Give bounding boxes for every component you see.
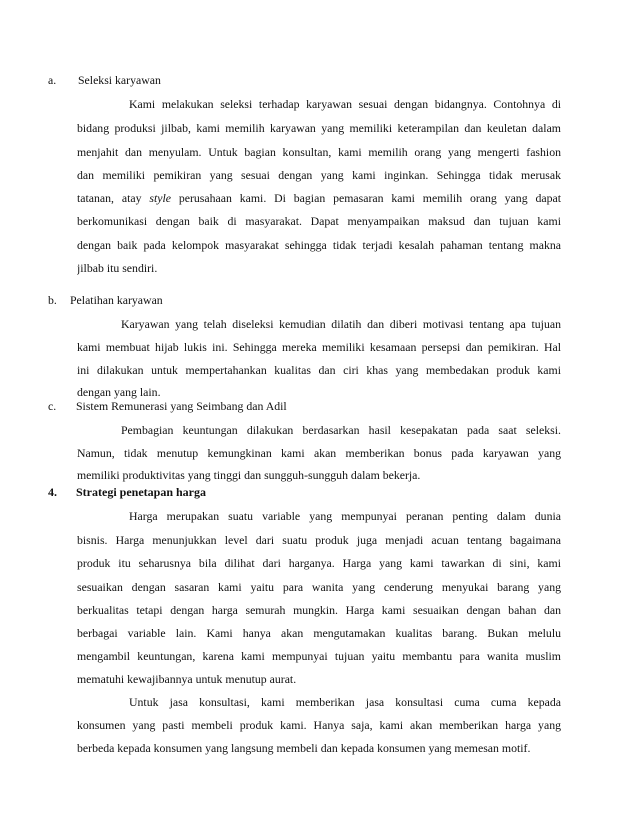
paragraph-line: bidang produksi jilbab, kami memilih karyawan yang memiliki keterampilan dan keuletan dalam <box>77 121 561 135</box>
paragraph-line: kami membuat hijab lukis ini. Sehingga mereka memiliki kesamaan persepsi dan pemikiran. Hal <box>77 340 561 354</box>
paragraph-line: mematuhi kewajibannya untuk menutup aurat. <box>77 672 297 686</box>
list-marker: 4. <box>48 485 57 499</box>
italic-term: style <box>149 191 171 205</box>
paragraph-line: berbagai variable lain. Kami hanya akan mengutamakan kualitas barang. Bukan melulu <box>77 626 561 640</box>
paragraph-line: produk itu seharusnya bila dilihat dari harganya. Harga yang kami tawarkan di sini, kami <box>77 556 561 570</box>
heading-text: Sistem Remunerasi yang Seimbang dan Adil <box>76 399 287 413</box>
paragraph-line: dengan yang lain. <box>77 385 161 399</box>
paragraph-line: Kami melakukan seleksi terhadap karyawan sesuai dengan bidangnya. Contohnya di <box>129 97 561 111</box>
list-marker: a. <box>48 73 57 87</box>
section-heading-c <box>48 396 287 416</box>
section-heading-4 <box>48 482 206 502</box>
section-heading-b <box>48 290 163 310</box>
paragraph-line: Namun, tidak menutup kemungkinan kami akan memberikan bonus pada karyawan yang <box>77 446 561 460</box>
paragraph-line: Pembagian keuntungan dilakukan berdasarkan hasil kesepakatan pada saat seleksi. <box>121 423 561 437</box>
paragraph-line: berkomunikasi dengan baik di masyarakat. Dapat menyampaikan maksud dan tujuan kami <box>77 214 561 228</box>
paragraph-line: Harga merupakan suatu variable yang mempunyai peranan penting dalam dunia <box>129 509 561 523</box>
paragraph-line: dengan baik pada kelompok masyarakat sehingga tidak terjadi kesalah pahaman tentang makna <box>77 238 561 252</box>
paragraph-line: memiliki produktivitas yang tinggi dan sungguh-sungguh dalam bekerja. <box>77 468 421 482</box>
paragraph-line: sesuaikan dengan sasaran kami yaitu para wanita yang cenderung menyukai barang yang <box>77 580 561 594</box>
heading-text: Seleksi karyawan <box>78 73 161 87</box>
list-marker: b. <box>48 293 57 307</box>
paragraph-line: konsumen yang pasti membeli produk kami. Hanya saja, kami akan memberikan harga yang <box>77 718 561 732</box>
paragraph-line: ini dilakukan untuk mempertahankan kualitas dan ciri khas yang membedakan produk kami <box>77 363 561 377</box>
paragraph-line: menjahit dan menyulam. Untuk bagian konsultan, kami memilih orang yang mengerti fashion <box>77 145 561 159</box>
text-run: tatanan, atay <box>77 191 150 205</box>
paragraph-line: mengambil keuntungan, karena kami mempunyai tujuan yaitu membantu para wanita muslim <box>77 649 561 663</box>
list-marker: c. <box>48 399 57 413</box>
paragraph-line: Karyawan yang telah diseleksi kemudian dilatih dan diberi motivasi tentang apa tujuan <box>121 317 561 331</box>
paragraph-line: jilbab itu sendiri. <box>77 261 158 275</box>
paragraph-line-with-italic <box>77 187 561 209</box>
paragraph-line: berkualitas tetapi dengan harga semurah mungkin. Harga kami sesuaikan dengan bahan dan <box>77 603 561 617</box>
text-run: perusahaan kami. Di bagian pemasaran kami memilih orang yang dapat <box>170 191 561 205</box>
heading-text: Strategi penetapan harga <box>76 485 206 499</box>
paragraph-line: bisnis. Harga menunjukkan level dari suatu produk juga menjadi acuan tentang bagaimana <box>77 533 561 547</box>
section-heading-a <box>48 70 161 90</box>
paragraph-line: dan memiliki pemikiran yang sesuai dengan yang kami inginkan. Sehingga tidak merusak <box>77 168 561 182</box>
paragraph-line: berbeda kepada konsumen yang langsung membeli dan kepada konsumen yang memesan motif. <box>77 741 531 755</box>
heading-text: Pelatihan karyawan <box>70 293 163 307</box>
paragraph-line: Untuk jasa konsultasi, kami memberikan jasa konsultasi cuma cuma kepada <box>129 695 561 709</box>
